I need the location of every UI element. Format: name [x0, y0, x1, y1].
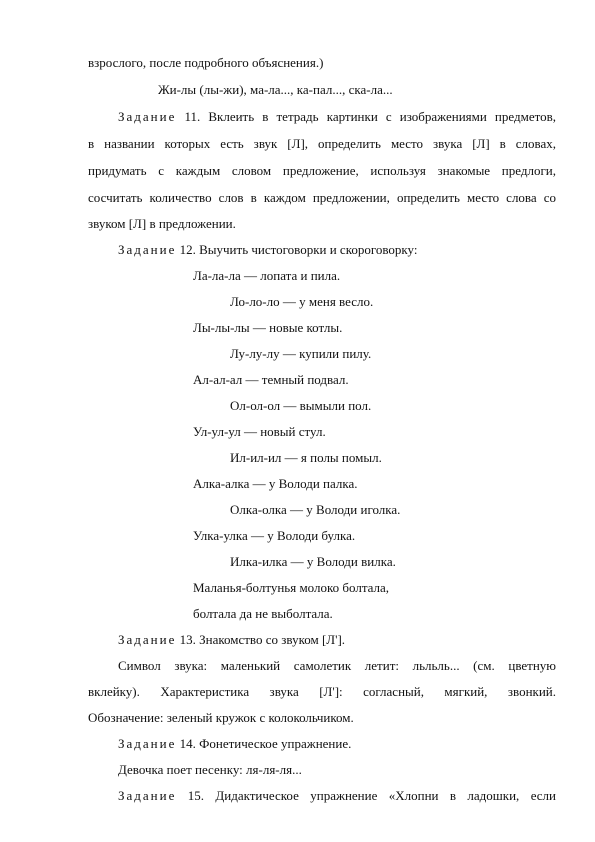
- task-15-label: Задание: [118, 788, 177, 803]
- verse-line: Улка-улка — у Володи булка.: [193, 528, 356, 543]
- verse-line: Олка-олка — у Володи иголка.: [230, 502, 401, 517]
- verse-line: Лы-лы-лы — новые котлы.: [193, 320, 343, 335]
- task-11-line-1: [118, 109, 556, 125]
- task-13-label: Задание: [118, 632, 177, 647]
- task-11-line-2: в названии которых есть звук [Л], определить место звука [Л] в словах,: [88, 136, 556, 151]
- task-12-heading: [118, 242, 418, 258]
- task-14-line-1: Девочка поет песенку: ля-ля-ля...: [118, 762, 302, 777]
- intro-line-2: Жи-лы (лы-жи), ма-ла..., ка-пал..., ска-ла...: [158, 82, 393, 97]
- task-11-label: Задание: [118, 109, 177, 124]
- task-14-body: 14. Фонетическое упражнение.: [179, 736, 352, 751]
- task-12-label: Задание: [118, 242, 177, 257]
- task-13-line-3: Обозначение: зеленый кружок с колокольчиком.: [88, 710, 354, 725]
- verse-line: Ил-ил-ил — я полы помыл.: [230, 450, 382, 465]
- tongue-twister-line-2: болтала да не выболтала.: [193, 606, 333, 621]
- tongue-twister-line-1: Маланья-болтунья молоко болтала,: [193, 580, 390, 595]
- task-11-line-3: придумать с каждым словом предложение, используя знакомые предлоги,: [88, 163, 556, 178]
- task-13-body: 13. Знакомство со звуком [Л'].: [179, 632, 346, 647]
- task-12-body: 12. Выучить чистоговорки и скороговорку:: [179, 242, 418, 257]
- verse-line: Ло-ло-ло — у меня весло.: [230, 294, 374, 309]
- task-14-label: Задание: [118, 736, 177, 751]
- intro-line-1: взрослого, после подробного объяснения.): [88, 55, 324, 70]
- task-11-body: 11. Вклеить в тетрадь картинки с изображениями предметов,: [184, 109, 556, 124]
- task-13-heading: [118, 632, 345, 648]
- task-13-line-1: Символ звука: маленький самолетик летит: льльль... (см. цветную: [118, 658, 556, 673]
- task-15-body: 15. Дидактическое упражнение «Хлопни в ладошки, если: [187, 788, 556, 803]
- task-14-heading: [118, 736, 351, 752]
- verse-line: Ал-ал-ал — темный подвал.: [193, 372, 349, 387]
- verse-line: Илка-илка — у Володи вилка.: [230, 554, 396, 569]
- verse-line: Ла-ла-ла — лопата и пила.: [193, 268, 341, 283]
- verse-line: Ул-ул-ул — новый стул.: [193, 424, 326, 439]
- verse-line: Алка-алка — у Володи палка.: [193, 476, 358, 491]
- verse-line: Ол-ол-ол — вымыли пол.: [230, 398, 372, 413]
- task-11-line-5: звуком [Л] в предложении.: [88, 216, 236, 231]
- task-13-line-2: вклейку). Характеристика звука [Л']: согласный, мягкий, звонкий.: [88, 684, 556, 699]
- task-15-heading: [118, 788, 556, 804]
- task-11-line-4: сосчитать количество слов в каждом предложении, определить место слова со: [88, 190, 556, 205]
- verse-line: Лу-лу-лу — купили пилу.: [230, 346, 372, 361]
